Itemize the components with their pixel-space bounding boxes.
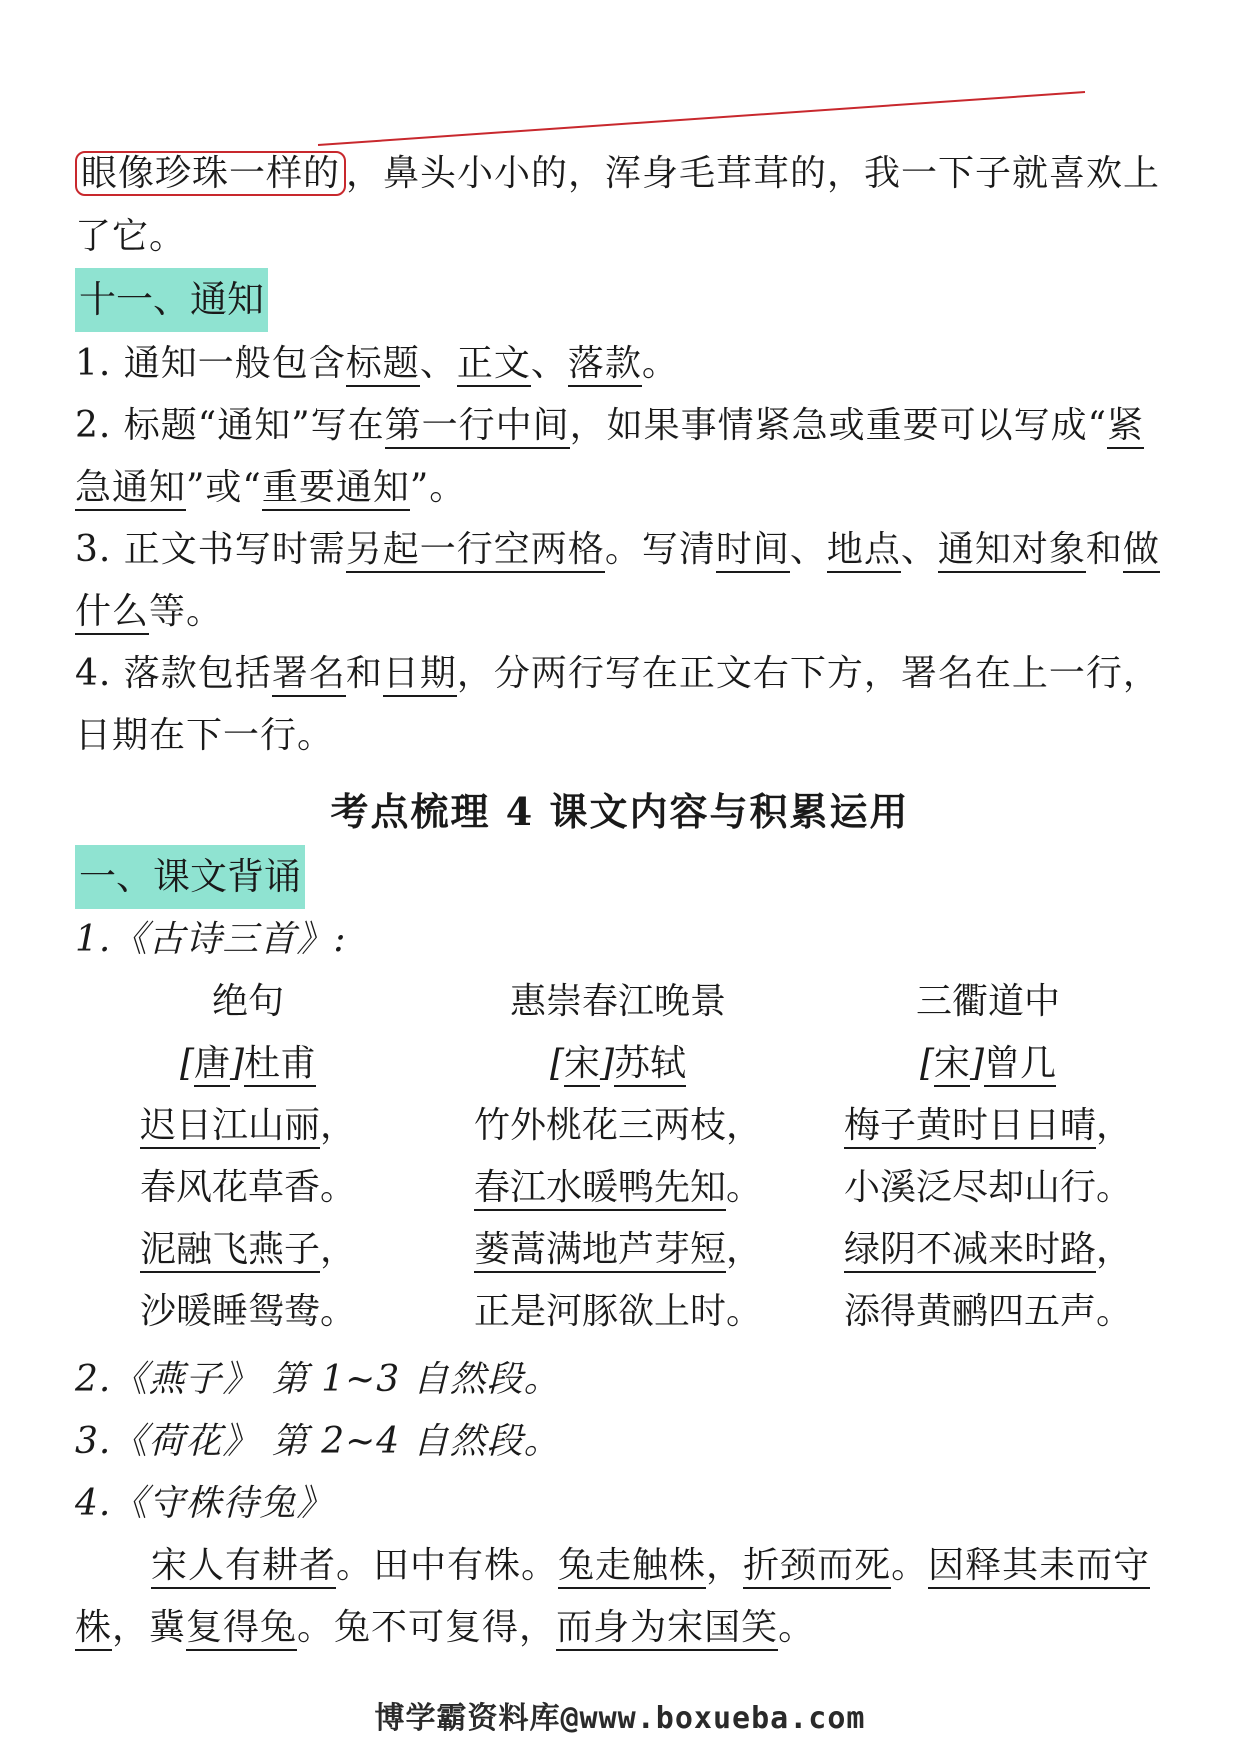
notice-point-4-cont: 日期在下一行。: [75, 715, 335, 756]
poem-1: [58, 980, 438, 1334]
main-title: 考点梳理 4 课文内容与积累运用: [330, 789, 910, 834]
poem-line: 梅子黄时日日晴，: [798, 1104, 1178, 1148]
notice-point-3: 3. 正文书写时需另起一行空两格。写清时间、地点、通知对象和做: [75, 528, 1165, 572]
poem-title: 惠崇春江晚景: [509, 981, 726, 1022]
poem-line: 迟日江山丽，: [58, 1104, 438, 1148]
poem-author: [宋]曾几: [798, 1042, 1178, 1086]
poem-line: 添得黄鹂四五声。: [843, 1291, 1133, 1332]
recite-item-1: 1.《古诗三首》:: [75, 919, 347, 960]
notice-point-2-cont: 急通知”或“重要通知”。: [75, 466, 1165, 510]
notice-point-1: 1. 通知一般包含标题、正文、落款。: [75, 342, 1165, 386]
boxed-phrase: 眼像珍珠一样的: [75, 151, 346, 196]
watermark-footer: 博学霸资料库@www.boxueba.com: [374, 1701, 866, 1736]
poem-line: 绿阴不减来时路，: [798, 1228, 1178, 1272]
notice-point-2: 2. 标题“通知”写在第一行中间，如果事情紧急或重要可以写成“紧: [75, 404, 1165, 448]
poem-title: 绝句: [211, 981, 284, 1022]
poem-author: [唐]杜甫: [58, 1042, 438, 1086]
poem-3: [798, 980, 1178, 1334]
poem-line: 春江水暖鸭先知。: [428, 1166, 808, 1210]
section-heading-recite: 一、课文背诵: [75, 845, 305, 909]
story-line-1: 宋人有耕者。田中有株。兔走触株，折颈而死。因释其耒而守: [75, 1544, 1165, 1588]
recite-item-2: 2.《燕子》 第 1~3 自然段。: [75, 1359, 561, 1400]
story-line-2: 株，冀复得兔。兔不可复得，而身为宋国笑。: [75, 1606, 1165, 1650]
poem-line: 沙暖睡鸳鸯。: [139, 1291, 357, 1332]
poem-line: 春风花草香。: [139, 1167, 357, 1208]
poem-line: 泥融飞燕子，: [58, 1228, 438, 1272]
poem-author: [宋]苏轼: [428, 1042, 808, 1086]
poem-line: 竹外桃花三两枝，: [473, 1105, 763, 1146]
poem-2: [428, 980, 808, 1334]
recite-item-3: 3.《荷花》 第 2~4 自然段。: [75, 1421, 561, 1462]
intro-line-1: 眼像珍珠一样的 ，鼻头小小的，浑身毛茸茸的，我一下子就喜欢上: [75, 152, 1165, 196]
recite-item-4: 4.《守株待兔》: [75, 1483, 334, 1524]
section-heading-notice: 十一、通知: [75, 268, 268, 332]
poem-title: 三衢道中: [915, 981, 1060, 1022]
intro-line-2: 了它。: [75, 216, 187, 257]
notice-point-4: 4. 落款包括署名和日期，分两行写在正文右下方，署名在上一行，: [75, 652, 1165, 696]
poem-line: 正是河豚欲上时。: [473, 1291, 763, 1332]
poem-line: 小溪泛尽却山行。: [843, 1167, 1133, 1208]
poem-line: 蒌蒿满地芦芽短，: [428, 1228, 808, 1272]
notice-point-3-cont: 什么等。: [75, 590, 1165, 634]
